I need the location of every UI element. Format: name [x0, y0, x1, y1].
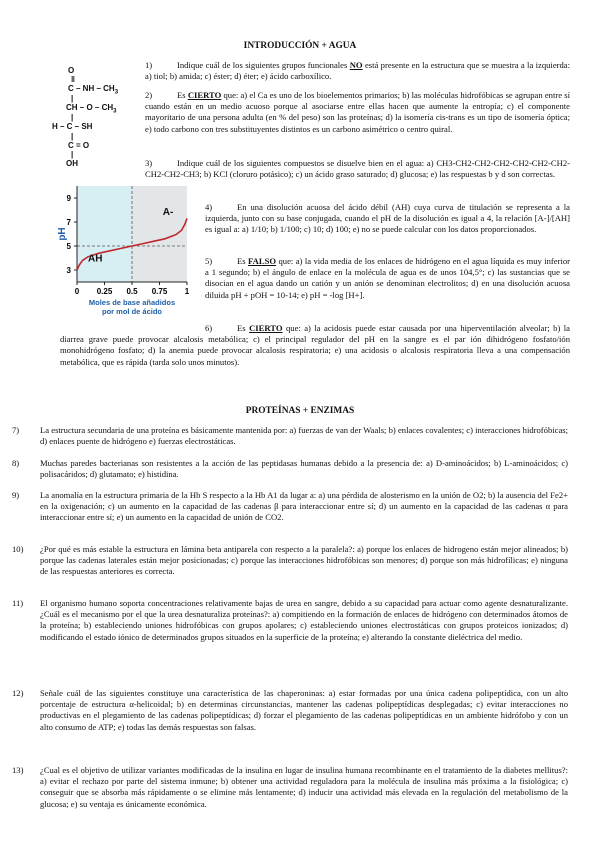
question-3: 3) Indique cuál de los siguientes compuestos se disuelve bien en el agua: a) CH3-CH2-CH2-CH2-CH2-CH2-CH2-CH2-CH2-CH3; b) KCl (cloruro potásico); c) un ácido graso saturado; d) glucosa; e) las respuestas b y d son correctas.: [145, 158, 570, 180]
label-a-minus: A-: [162, 206, 174, 218]
question-10: 10) ¿Por qué es más estable la estructura en lámina beta antiparela con respecto a la paralela?: a) porque los enlaces de hidrogeno están mejor alineados; b) porque las cadenas laterales están mejor posicionadas; c) porque las interacciones hidrofóbicas son menores; d) porque son más hidrofílicas; e) ninguna de las respuestas anteriores es correcta.: [12, 544, 568, 577]
question-2: 2) Es CIERTO que: a) el Ca es uno de los bioelementos primarios; b) las moléculas hidrofóbicas se agrupan entre sí cuando están en un medio acuoso porque al asociarse entre ellas hacen que aumente la entropía; c) el componente mayoritario de una persona adulta (en % del peso) son las proteínas; d) la isomería cis-trans es un tipo de isomería óptica; e) todo carbono con tres substituyentes distintos es un carbono asimétrico o centro quiral.: [145, 90, 570, 134]
question-4: 4) En una disolución acuosa del ácido débil (AH) cuya curva de titulación se representa a la izquierda, junto con su base conjugada, cuando el pH de la disolución es igual a 4, la relación [A-]/[AH] es igual a: a) 1/10; b) 1/100; c) 10; d) 100; e) no se puede calcular con los datos proporcionados.: [205, 202, 570, 235]
x-tick-label: 1: [184, 287, 190, 296]
label-ah: AH: [88, 253, 103, 265]
question-12: 12) Señale cuál de las siguientes constituye una característica de las chaperoninas: a) estar formadas por una única cadena polipeptídica, con un alto porcentaje de estructura α-helicoidal; b) en determinas circunstancias, mantener las cadenas polipeptídicas desplegadas; c) evitar interacciones no productivas en el plegamiento de las cadenas polipeptídicas; d) forzar el plegamiento de las cadenas polipeptídicas en un ambiente hidrófobo y con un alto consumo de ATP; e) todas las demás respuestas son falsas.: [12, 688, 568, 732]
mol-o-top: O: [68, 66, 75, 75]
question-9: 9) La anomalía en la estructura primaria de la Hb S respecto a la Hb A1 da lugar a: a) una pérdida de alosterismo en la unión de O2; b) la ausencia del Fe2+ en la oxigenación; c) un aumento en la capacidad de las cadenas β para interaccionar entre sí; d) un aumento en la capacidad de las cadenas α para interaccionar entre sí; e) un aumento en la capacidad de unión de CO2.: [12, 490, 568, 523]
question-1: 1) Indique cuál de los siguientes grupos funcionales NO está presente en la estructura que se muestra a la izquierda: a) tiol; b) amida; c) éster; d) éter; e) ácido carboxílico.: [145, 60, 570, 82]
section-title-intro: INTRODUCCIÓN + AGUA: [243, 41, 357, 51]
question-5: 5) Es FALSO que: a) la vida media de los enlaces de hidrógeno en el agua líquida es muy inferior a 1 segundo; b) el ángulo de enlace en la molécula de agua es de unos 104,5°; c) las sustancias que se disocian en el agua dando un catión y un anión se denominan electrolitos; d) en una disolución acuosa diluida pH + pOH = 10-14; e) pH = -log [H+].: [205, 256, 571, 300]
mol-ether: CH – O – CH: [66, 103, 114, 112]
x-tick-label: 0.5: [126, 287, 138, 296]
x-tick-label: 0.75: [151, 287, 168, 296]
region-a: [132, 186, 187, 282]
y-tick-label: 5: [66, 242, 71, 251]
titration-chart: [55, 178, 195, 318]
molecule-structure: O ‖ C – NH – $CH_3$ | CH – O – $CH_3$ | H – C – SH | C = O | OH: [52, 66, 119, 168]
question-6: 6) Es CIERTO que: a) la acidosis puede estar causada por una hiperventilación alveolar; b) la diarrea grave puede provocar alcalosis metabólica; c) el principal regulador del pH en la sangre es el par ión dihidrógeno fosfato/ión monohidrógeno fosfato; d) la anemia puede provocar alcalosis respiratoria; e) una acidosis o alcalosis respiratoria lleva a una compensación metabólica, que es rápida (tarda solo unos minutos).: [60, 323, 570, 367]
region-ah: [77, 186, 132, 282]
y-tick-label: 9: [66, 194, 71, 203]
x-axis-label-line1: Moles de base añadidos: [88, 298, 176, 307]
mol-thiol: H – C – SH: [52, 122, 93, 131]
mol-amide: C – NH – CH: [68, 84, 115, 93]
y-tick-label: 7: [66, 218, 71, 227]
x-axis-label-line2: por mol de ácido: [101, 307, 163, 316]
question-8: 8) Muchas paredes bacterianas son resistentes a la acción de las peptidasas humanas debido a la presencia de: a) D-aminoácidos; b) L-aminoácidos; c) polisacáridos; d) glutamato; e) histidina.: [12, 458, 568, 480]
x-tick-label: 0.25: [96, 287, 113, 296]
mol-oh: OH: [66, 159, 78, 168]
mol-carbonyl: C = O: [68, 141, 90, 150]
section-title-proteins: PROTEÍNAS + ENZIMAS: [245, 406, 355, 416]
question-7: 7) La estructura secundaria de una proteína es básicamente mantenida por: a) fuerzas de van der Waals; b) enlaces covalentes; c) interacciones hidrofóbicas; d) enlaces puente de hidrógeno e) fuerzas electrostáticas.: [12, 425, 568, 447]
x-tick-label: 0: [74, 287, 80, 296]
question-13: 13) ¿Cual es el objetivo de utilizar variantes modificadas de la insulina en lugar de insulina humana recombinante en el tratamiento de la diabetes mellitus?: a) evitar el rechazo por parte del sistema inmune; b) obtener una actividad reguladora para la molécula de insulina más próxima a la fisiológica; c) conseguir que se absorba más rápidamente o se elimine más lentamente; d) inducir una actividad más elevada en la regulación del metabolismo de la glucosa; e) su ventaja es únicamente económica.: [12, 765, 568, 809]
y-tick-label: 3: [66, 266, 71, 275]
question-11: 11) El organismo humano soporta concentraciones relativamente bajas de urea en sangre, debido a su capacidad para actuar como agente desnaturalizante. ¿Cuál es el mecanismo por el que la urea desnaturaliza proteínas?: a) compitiendo en la formación de enlaces de hidrógeno con determinados átomos de la proteína; b) estableciendo uniones hidrofóbicas con grupos apolares; c) estableciendo uniones electrostáticas con grupos proteicos ionizados; d) modificando el estado iónico de determinados grupos situados en la superficie de la proteína; e) alterando la constante dieléctrica del medio.: [12, 598, 568, 642]
y-axis-label: pH: [57, 227, 68, 241]
